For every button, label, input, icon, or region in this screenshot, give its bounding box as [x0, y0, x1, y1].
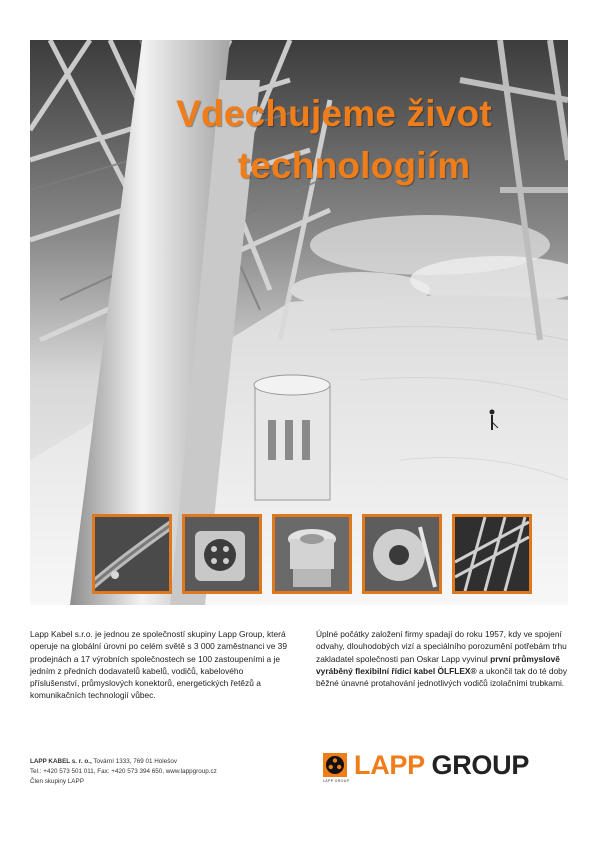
headline-line1: Vdechujeme život	[176, 93, 492, 134]
lapp-logo-icon	[323, 753, 347, 777]
hero-photo	[30, 40, 568, 605]
headline	[30, 88, 568, 192]
lapp-group-logo	[323, 752, 573, 788]
cable-chain-thumbnail	[452, 514, 532, 594]
company-history-text	[316, 628, 576, 689]
cable-gland-thumbnail	[272, 514, 352, 594]
cable-drum-thumbnail	[362, 514, 442, 594]
logo-caption: LAPP GROUP	[323, 779, 350, 783]
footer-contact	[30, 757, 217, 786]
footer-company: LAPP KABEL s. r. o.,	[30, 758, 92, 765]
logo-word-lapp: LAPP	[354, 750, 425, 780]
connector-thumbnail	[182, 514, 262, 594]
footer-member-line: Člen skupiny LAPP	[30, 777, 84, 785]
product-thumbnails	[92, 514, 562, 594]
footer-contact-line: Tel.: +420 573 501 011, Fax: +420 573 394 650, www.lappgroup.cz	[30, 767, 217, 775]
logo-wordmark	[354, 749, 529, 781]
logo-word-group: GROUP	[424, 750, 530, 780]
company-intro-text: Lapp Kabel s.r.o. je jednou ze společností skupiny Lapp Group, která operuje na globální úrovni po celém světě s 3 000 zaměstnanci ve 39 prodejnách a 17 výrobních společnostech se 100 zastoupeními a je jedním z předních dodavatelů kabelů, vodičů, kabelového příslušenství, průmyslových konektorů, energetických řetězů a komunikačních technologií vůbec.	[30, 629, 287, 701]
footer-address-line	[30, 757, 217, 767]
footer-address: Tovární 1333, 769 01 Holešov	[91, 758, 178, 765]
history-text-start: Úplné počátky založení firmy spadají do roku 1957, kdy ve spojení odvahy, dlouhodobých vizí a speciálního porozumění potřebám trhu zakladatel společnosti pan Oskar Lapp vyvinul	[316, 629, 567, 664]
history-text-bold: první průmyslově vyráběný flexibilní řídicí kabel ÖLFLEX®	[316, 653, 560, 676]
history-text-end: a ukončil tak do té doby běžné únavné protahování jednotlivých vodičů izolačními trubkami.	[316, 665, 568, 689]
cable-thumbnail	[92, 514, 172, 594]
headline-line2: technologiím	[237, 145, 471, 186]
